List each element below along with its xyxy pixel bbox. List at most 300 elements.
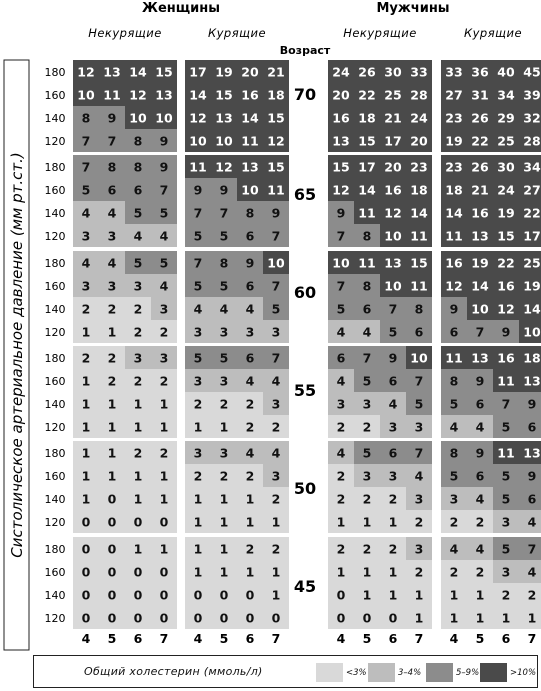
risk-value: 10 (189, 133, 207, 149)
risk-value: 10 (77, 87, 95, 103)
risk-value: 8 (219, 255, 229, 271)
risk-value: 1 (219, 491, 229, 507)
risk-value: 1 (501, 610, 511, 626)
risk-value: 4 (388, 396, 398, 412)
risk-value: 13 (332, 133, 350, 149)
risk-value: 3 (133, 278, 143, 294)
risk-value: 1 (449, 610, 459, 626)
risk-value: 3 (159, 350, 169, 366)
risk-value: 5 (159, 205, 169, 221)
risk-value: 10 (384, 278, 402, 294)
risk-value: 28 (523, 133, 541, 149)
risk-value: 11 (189, 159, 207, 175)
risk-value: 3 (449, 491, 459, 507)
risk-value: 6 (527, 491, 537, 507)
risk-value: 4 (245, 301, 255, 317)
risk-value: 16 (471, 205, 489, 221)
risk-value: 12 (497, 301, 515, 317)
legend-swatch (316, 663, 343, 682)
pressure-label: 180 (44, 543, 66, 556)
risk-value: 2 (388, 541, 398, 557)
risk-value: 3 (271, 468, 281, 484)
risk-value: 18 (523, 350, 541, 366)
risk-value: 5 (362, 445, 372, 461)
risk-value: 5 (219, 228, 229, 244)
risk-value: 13 (103, 64, 121, 80)
risk-value: 4 (107, 205, 117, 221)
risk-value: 1 (81, 419, 91, 435)
risk-value: 1 (81, 445, 91, 461)
legend-item-very-high (480, 663, 536, 682)
risk-value: 11 (410, 278, 428, 294)
risk-value: 3 (414, 419, 424, 435)
risk-value: 2 (245, 468, 255, 484)
risk-value: 1 (81, 324, 91, 340)
cholesterol-label: 7 (414, 631, 424, 646)
risk-value: 5 (449, 396, 459, 412)
risk-value: 12 (77, 64, 95, 80)
legend (33, 655, 538, 688)
risk-value: 12 (189, 110, 207, 126)
risk-value: 12 (267, 133, 285, 149)
risk-value: 1 (527, 610, 537, 626)
risk-value: 9 (388, 350, 398, 366)
risk-value: 5 (219, 350, 229, 366)
risk-value: 2 (271, 541, 281, 557)
risk-value: 7 (193, 205, 203, 221)
risk-value: 4 (449, 541, 459, 557)
risk-value: 14 (358, 182, 376, 198)
risk-value: 45 (523, 64, 541, 80)
risk-value: 15 (267, 159, 285, 175)
risk-value: 26 (358, 64, 376, 80)
risk-value: 4 (271, 445, 281, 461)
risk-value: 16 (384, 182, 402, 198)
risk-value: 9 (336, 205, 346, 221)
pressure-label: 160 (44, 470, 66, 483)
risk-value: 1 (133, 491, 143, 507)
risk-value: 5 (501, 541, 511, 557)
risk-value: 11 (410, 228, 428, 244)
risk-value: 16 (497, 278, 515, 294)
risk-value: 2 (245, 419, 255, 435)
risk-value: 1 (219, 514, 229, 530)
subheader: Некурящие (343, 26, 417, 40)
risk-value: 5 (362, 373, 372, 389)
risk-value: 10 (523, 324, 541, 340)
legend-swatch (480, 663, 507, 682)
risk-value: 2 (475, 564, 485, 580)
risk-value: 4 (219, 301, 229, 317)
risk-value: 22 (358, 87, 376, 103)
risk-value: 5 (336, 301, 346, 317)
risk-value: 1 (159, 491, 169, 507)
risk-value: 29 (497, 110, 515, 126)
cholesterol-label: 7 (271, 631, 281, 646)
risk-value: 11 (497, 373, 515, 389)
risk-value: 11 (358, 205, 376, 221)
risk-value: 2 (362, 491, 372, 507)
risk-value: 5 (193, 228, 203, 244)
risk-value: 2 (449, 564, 459, 580)
risk-value: 1 (388, 587, 398, 603)
risk-value: 11 (445, 350, 463, 366)
risk-value: 4 (271, 373, 281, 389)
risk-value: 14 (241, 110, 259, 126)
risk-value: 3 (133, 350, 143, 366)
risk-value: 12 (129, 87, 147, 103)
risk-value: 5 (449, 468, 459, 484)
cholesterol-label: 6 (245, 631, 255, 646)
risk-value: 23 (410, 159, 428, 175)
age-label: 60 (293, 283, 317, 302)
risk-value: 15 (497, 228, 515, 244)
risk-value: 10 (267, 255, 285, 271)
risk-value: 2 (107, 350, 117, 366)
risk-value: 4 (449, 419, 459, 435)
risk-value: 0 (219, 610, 229, 626)
risk-value: 3 (219, 445, 229, 461)
risk-value: 1 (193, 541, 203, 557)
risk-value: 2 (271, 419, 281, 435)
risk-value: 16 (497, 350, 515, 366)
legend-swatch (368, 663, 395, 682)
risk-value: 13 (471, 228, 489, 244)
risk-value: 1 (133, 396, 143, 412)
risk-value: 0 (133, 610, 143, 626)
risk-value: 1 (388, 564, 398, 580)
risk-value: 8 (449, 445, 459, 461)
risk-value: 2 (107, 373, 117, 389)
risk-value: 27 (523, 182, 541, 198)
risk-value: 1 (475, 610, 485, 626)
risk-value: 1 (193, 564, 203, 580)
risk-value: 3 (193, 373, 203, 389)
risk-value: 14 (410, 205, 428, 221)
risk-value: 4 (475, 541, 485, 557)
risk-value: 14 (129, 64, 147, 80)
risk-value: 13 (241, 159, 259, 175)
risk-value: 4 (336, 324, 346, 340)
risk-value: 6 (107, 182, 117, 198)
risk-value: 0 (107, 491, 117, 507)
risk-value: 7 (271, 228, 281, 244)
risk-value: 2 (245, 541, 255, 557)
risk-value: 5 (133, 205, 143, 221)
pressure-label: 160 (44, 280, 66, 293)
legend-text: <3% (346, 667, 367, 678)
risk-value: 15 (332, 159, 350, 175)
risk-value: 6 (245, 350, 255, 366)
risk-value: 3 (362, 468, 372, 484)
risk-value: 15 (267, 110, 285, 126)
risk-value: 1 (107, 324, 117, 340)
risk-value: 1 (133, 468, 143, 484)
risk-value: 2 (336, 419, 346, 435)
risk-value: 12 (384, 205, 402, 221)
risk-value: 2 (219, 396, 229, 412)
risk-value: 1 (245, 491, 255, 507)
risk-value: 0 (193, 587, 203, 603)
risk-value: 11 (358, 255, 376, 271)
risk-value: 2 (81, 301, 91, 317)
risk-value: 1 (362, 564, 372, 580)
risk-value: 2 (219, 468, 229, 484)
risk-value: 7 (107, 133, 117, 149)
risk-value: 0 (81, 610, 91, 626)
risk-value: 15 (155, 64, 173, 80)
risk-value: 3 (271, 324, 281, 340)
risk-value: 1 (193, 514, 203, 530)
age-label: 50 (293, 479, 317, 498)
risk-value: 1 (159, 541, 169, 557)
risk-value: 3 (501, 564, 511, 580)
risk-value: 4 (336, 373, 346, 389)
risk-value: 2 (501, 587, 511, 603)
risk-value: 3 (193, 324, 203, 340)
risk-value: 8 (133, 133, 143, 149)
risk-value: 2 (133, 445, 143, 461)
risk-value: 14 (523, 301, 541, 317)
risk-value: 9 (193, 182, 203, 198)
risk-value: 6 (362, 301, 372, 317)
pressure-label: 120 (44, 421, 66, 434)
risk-value: 9 (159, 133, 169, 149)
risk-value: 5 (193, 278, 203, 294)
risk-value: 4 (245, 445, 255, 461)
risk-value: 19 (445, 133, 463, 149)
cholesterol-label: 6 (133, 631, 143, 646)
risk-value: 0 (133, 514, 143, 530)
cholesterol-label: 6 (388, 631, 398, 646)
risk-value: 10 (471, 301, 489, 317)
risk-value: 0 (159, 610, 169, 626)
pressure-label: 140 (44, 398, 66, 411)
risk-value: 9 (107, 110, 117, 126)
risk-value: 18 (410, 182, 428, 198)
risk-value: 2 (449, 514, 459, 530)
risk-value: 1 (81, 491, 91, 507)
subheader: Курящие (207, 26, 267, 40)
pressure-label: 180 (44, 66, 66, 79)
risk-value: 18 (358, 110, 376, 126)
risk-value: 15 (215, 87, 233, 103)
risk-value: 8 (107, 159, 117, 175)
risk-value: 9 (271, 205, 281, 221)
risk-value: 4 (475, 419, 485, 435)
risk-value: 16 (445, 255, 463, 271)
risk-value: 7 (81, 133, 91, 149)
risk-value: 1 (159, 468, 169, 484)
risk-value: 8 (362, 278, 372, 294)
risk-value: 17 (384, 133, 402, 149)
risk-value: 1 (107, 419, 117, 435)
risk-value: 7 (414, 373, 424, 389)
risk-value: 7 (388, 301, 398, 317)
subheader: Некурящие (88, 26, 162, 40)
risk-value: 1 (414, 610, 424, 626)
risk-value: 4 (336, 445, 346, 461)
risk-value: 19 (497, 205, 515, 221)
risk-value: 24 (410, 110, 428, 126)
risk-value: 6 (133, 182, 143, 198)
risk-value: 1 (107, 468, 117, 484)
risk-value: 1 (159, 396, 169, 412)
risk-value: 20 (410, 133, 428, 149)
risk-value: 23 (445, 110, 463, 126)
risk-value: 2 (336, 491, 346, 507)
risk-value: 0 (133, 587, 143, 603)
cholesterol-label: 4 (81, 631, 91, 646)
cholesterol-label: 4 (336, 631, 346, 646)
risk-value: 32 (523, 110, 541, 126)
risk-value: 1 (336, 514, 346, 530)
risk-value: 0 (159, 564, 169, 580)
legend-text: >10% (510, 667, 537, 678)
risk-value: 3 (414, 491, 424, 507)
risk-value: 2 (133, 373, 143, 389)
risk-value: 1 (133, 541, 143, 557)
risk-value: 2 (159, 324, 169, 340)
risk-value: 2 (336, 468, 346, 484)
risk-value: 8 (449, 373, 459, 389)
risk-value: 0 (107, 514, 117, 530)
risk-value: 4 (245, 373, 255, 389)
risk-value: 6 (245, 228, 255, 244)
risk-value: 2 (81, 350, 91, 366)
risk-value: 26 (471, 159, 489, 175)
pressure-label: 120 (44, 612, 66, 625)
risk-value: 3 (388, 419, 398, 435)
cholesterol-label: 6 (501, 631, 511, 646)
risk-value: 0 (193, 610, 203, 626)
risk-value: 3 (193, 445, 203, 461)
risk-value: 0 (159, 587, 169, 603)
risk-value: 3 (81, 278, 91, 294)
risk-value: 5 (81, 182, 91, 198)
risk-value: 1 (475, 587, 485, 603)
risk-value: 12 (215, 159, 233, 175)
pressure-label: 160 (44, 375, 66, 388)
risk-value: 9 (475, 445, 485, 461)
risk-value: 8 (81, 110, 91, 126)
risk-value: 14 (189, 87, 207, 103)
risk-value: 24 (332, 64, 350, 80)
risk-value: 6 (414, 324, 424, 340)
risk-value: 13 (523, 445, 541, 461)
risk-value: 7 (271, 350, 281, 366)
risk-value: 1 (271, 564, 281, 580)
risk-value: 1 (81, 373, 91, 389)
pressure-label: 120 (44, 230, 66, 243)
risk-value: 9 (527, 468, 537, 484)
risk-value: 1 (362, 587, 372, 603)
risk-value: 0 (81, 587, 91, 603)
risk-value: 2 (414, 514, 424, 530)
risk-value: 2 (414, 564, 424, 580)
risk-value: 9 (501, 324, 511, 340)
risk-value: 7 (193, 255, 203, 271)
legend-text: 3–4% (398, 667, 422, 678)
risk-value: 7 (336, 278, 346, 294)
legend-item-high (426, 663, 479, 682)
risk-value: 11 (267, 182, 285, 198)
ylabel: Систолическое артериальное давление (мм рт.ст.) (8, 152, 26, 558)
risk-value: 10 (155, 110, 173, 126)
risk-value: 3 (501, 514, 511, 530)
risk-value: 1 (107, 445, 117, 461)
risk-value: 1 (388, 514, 398, 530)
risk-value: 0 (362, 610, 372, 626)
risk-value: 11 (241, 133, 259, 149)
risk-value: 19 (471, 255, 489, 271)
risk-value: 10 (332, 255, 350, 271)
risk-value: 21 (384, 110, 402, 126)
risk-value: 28 (410, 87, 428, 103)
age-label: 65 (293, 185, 317, 204)
pressure-label: 120 (44, 135, 66, 148)
pressure-label: 120 (44, 516, 66, 529)
pressure-label: 140 (44, 493, 66, 506)
risk-value: 1 (449, 587, 459, 603)
risk-value: 0 (81, 541, 91, 557)
risk-value: 8 (362, 228, 372, 244)
risk-value: 0 (81, 564, 91, 580)
risk-value: 1 (245, 564, 255, 580)
risk-value: 4 (159, 228, 169, 244)
risk-value: 3 (107, 228, 117, 244)
risk-value: 0 (107, 564, 117, 580)
risk-value: 3 (219, 373, 229, 389)
risk-value: 39 (523, 87, 541, 103)
risk-value: 22 (497, 255, 515, 271)
risk-value: 7 (159, 182, 169, 198)
risk-value: 10 (241, 182, 259, 198)
pressure-label: 180 (44, 447, 66, 460)
risk-value: 3 (81, 228, 91, 244)
risk-value: 1 (271, 587, 281, 603)
risk-value: 9 (527, 396, 537, 412)
risk-value: 9 (159, 159, 169, 175)
risk-value: 4 (414, 468, 424, 484)
pressure-label: 140 (44, 112, 66, 125)
cholesterol-label: 5 (219, 631, 229, 646)
risk-value: 23 (445, 159, 463, 175)
risk-value: 0 (159, 514, 169, 530)
legend-text: 5–9% (456, 667, 480, 678)
risk-value: 0 (107, 610, 117, 626)
risk-value: 0 (81, 514, 91, 530)
cholesterol-label: 5 (475, 631, 485, 646)
pressure-label: 120 (44, 326, 66, 339)
risk-value: 1 (219, 541, 229, 557)
risk-value: 1 (193, 491, 203, 507)
risk-value: 15 (410, 255, 428, 271)
cholesterol-label: 4 (449, 631, 459, 646)
risk-value: 5 (501, 468, 511, 484)
risk-value: 10 (215, 133, 233, 149)
pressure-label: 140 (44, 207, 66, 220)
risk-value: 0 (336, 587, 346, 603)
risk-value: 5 (388, 324, 398, 340)
risk-value: 5 (159, 255, 169, 271)
risk-value: 13 (384, 255, 402, 271)
risk-value: 25 (523, 255, 541, 271)
pressure-label: 140 (44, 589, 66, 602)
risk-value: 11 (445, 228, 463, 244)
risk-value: 33 (445, 64, 463, 80)
pressure-label: 160 (44, 89, 66, 102)
